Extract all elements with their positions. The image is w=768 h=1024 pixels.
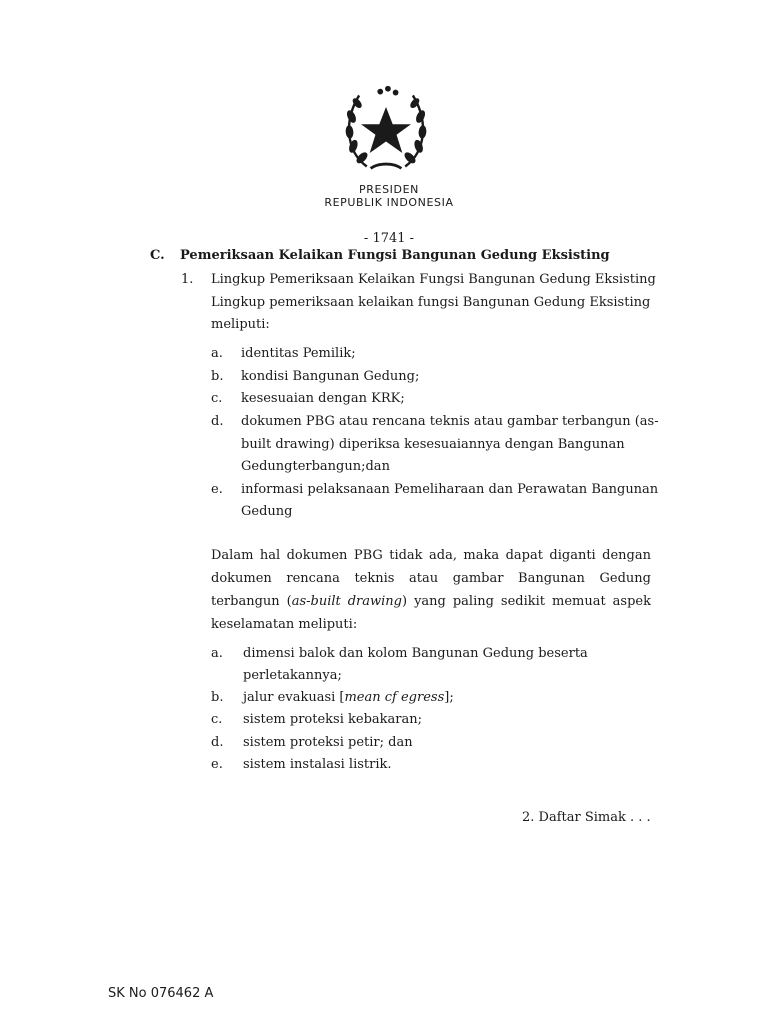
list-item-mark: a. — [211, 646, 223, 661]
list-item-text: sistem instalasi listrik. — [243, 757, 392, 772]
list-item-text: perletakannya; — [243, 668, 342, 683]
list-item-mark: e. — [211, 757, 223, 772]
list-item-text: identitas Pemilik; — [241, 346, 356, 361]
list-item-text: sistem proteksi petir; dan — [243, 735, 413, 750]
list-item-mark: a. — [211, 346, 223, 361]
list-item-text: kesesuaian dengan KRK; — [241, 391, 405, 406]
body-paragraph — [211, 544, 651, 636]
section-label: C. — [150, 248, 165, 263]
section-heading — [150, 248, 610, 263]
paragraph-text-end: ) yang paling sedikit memuat aspek keselamatan meliputi: — [211, 594, 651, 632]
document-serial-footer: SK No 076462 A — [108, 986, 214, 1001]
list-item-mark: c. — [211, 391, 223, 406]
list-item-mark: c. — [211, 712, 223, 727]
item1-title: Lingkup Pemeriksaan Kelaikan Fungsi Bangunan Gedung Eksisting — [211, 272, 656, 287]
item1-intro-line2: meliputi: — [211, 317, 270, 332]
list-item-mark: b. — [211, 690, 224, 705]
list-item-mark: e. — [211, 482, 223, 497]
list-item-text: sistem proteksi kebakaran; — [243, 712, 422, 727]
list-item-text: informasi pelaksanaan Pemeliharaan dan Perawatan Bangunan — [241, 482, 659, 497]
item1-number: 1. — [181, 272, 194, 287]
list-item-text: kondisi Bangunan Gedung; — [241, 369, 420, 384]
list-item-text-start: jalur evakuasi [ — [243, 690, 345, 705]
list-item-text: dokumen PBG atau rencana teknis atau gambar terbangun (as- — [241, 414, 659, 429]
list-item-text: Gedungterbangun;dan — [241, 459, 390, 474]
page-number: - 1741 - — [363, 231, 415, 246]
list-item-text: built drawing) diperiksa kesesuaiannya dengan Bangunan — [241, 437, 625, 452]
list-item-text-end: ]; — [444, 690, 454, 705]
item1-intro-line1: Lingkup pemeriksaan kelaikan fungsi Bangunan Gedung Eksisting — [211, 295, 651, 310]
paragraph-italic-term: as-built drawing — [291, 594, 403, 609]
list-item-text: dimensi balok dan kolom Bangunan Gedung beserta — [243, 646, 588, 661]
header-line-presiden: PRESIDEN — [359, 183, 419, 196]
list-item-text — [243, 690, 454, 705]
continuation-text: 2. Daftar Simak . . . — [522, 810, 651, 825]
list-item-italic-term: mean cf egress — [344, 690, 445, 705]
paragraph-text: Dalam hal dokumen PBG tidak ada, maka dapat diganti dengan dokumen rencana teknis atau gambar Bangunan Gedung terbangun ( — [211, 548, 651, 609]
garuda-star-emblem-icon — [338, 82, 434, 178]
list-item-mark: d. — [211, 735, 224, 750]
list-item-mark: d. — [211, 414, 224, 429]
list-item-text: Gedung — [241, 504, 293, 519]
header-line-republik-indonesia: REPUBLIK INDONESIA — [324, 196, 454, 209]
section-title: Pemeriksaan Kelaikan Fungsi Bangunan Gedung Eksisting — [180, 248, 610, 263]
list-item-mark: b. — [211, 369, 224, 384]
